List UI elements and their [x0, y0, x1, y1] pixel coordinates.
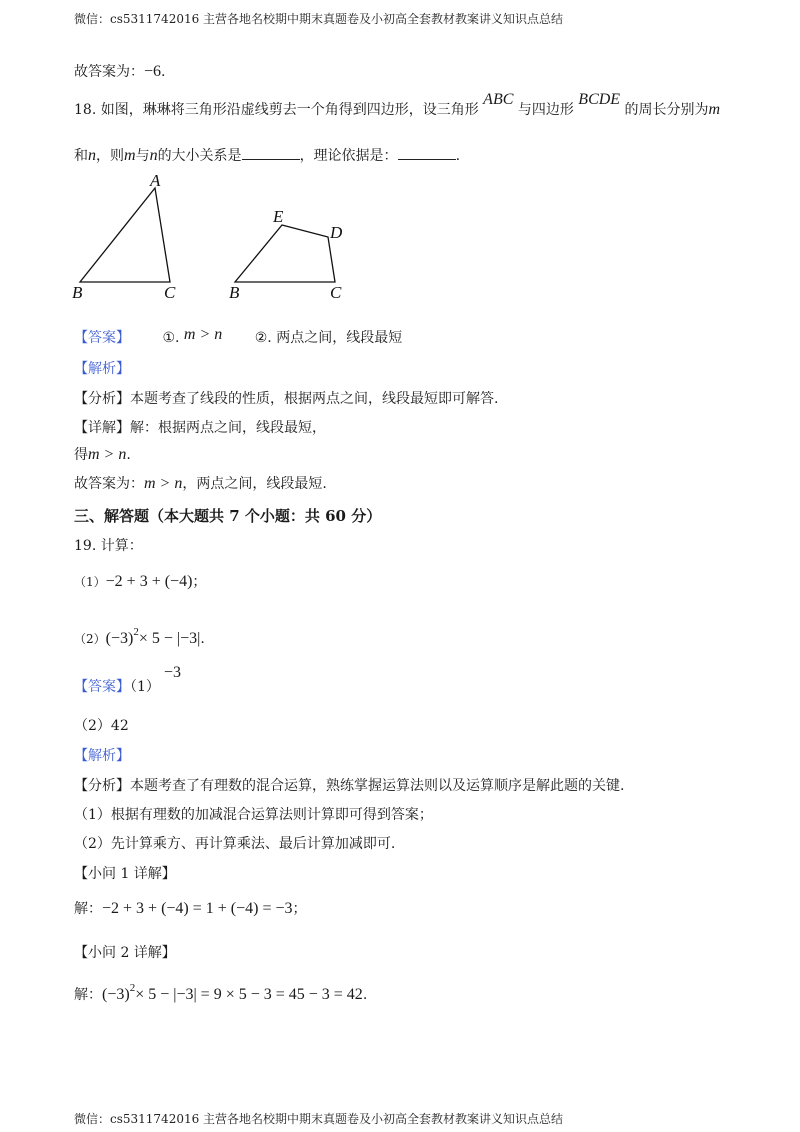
section3-title: 三、解答题（本大题共 7 个小题：共 60 分）	[74, 507, 382, 525]
q18-de-expr: m > n	[88, 446, 127, 463]
q19-part1-expr: −2 + 3 + (−4)	[105, 573, 193, 590]
q19-fenxi-text: 本题考查了有理数的混合运算，熟练掌握运算法则以及运算顺序是解此题的关键.	[130, 778, 625, 794]
q18-stem-i: .	[455, 148, 461, 164]
q18-final-suffix: ，两点之间，线段最短.	[182, 476, 327, 492]
q18-stem-line1	[74, 91, 721, 120]
q19-part1	[74, 572, 206, 592]
q19-sub2-solution	[74, 978, 367, 1005]
q17-answer-line	[74, 62, 165, 82]
q19-sub2-prefix: 解：	[74, 987, 102, 1003]
q17-answer-suffix: .	[161, 64, 166, 80]
q19-fenxi-tag: 【分析】	[74, 778, 130, 794]
label-c-quad: C	[330, 283, 342, 302]
q18-var-m-2: m	[124, 147, 136, 164]
q18-quad-name: BCDE	[578, 91, 621, 108]
q19-fenxi-line	[74, 776, 624, 796]
q19-answer1-label: （1）	[130, 679, 160, 695]
q19-part2-base: (−3)	[105, 630, 134, 647]
q18-figure	[60, 170, 380, 310]
q19-part2-rest: × 5 − |−3|	[138, 630, 201, 647]
q18-xiangjie-line	[74, 418, 326, 438]
q18-answer1-num: ①.	[162, 330, 180, 346]
q19-answer-tag: 【答案】	[74, 679, 130, 695]
q18-triangle-name: ABC	[483, 91, 514, 108]
q19-answer1-value: −3	[163, 664, 181, 681]
triangle-abc	[80, 188, 170, 282]
q19-sub2-rest: × 5 − |−3| = 9 × 5 − 3 = 45 − 3 = 42	[135, 986, 363, 1003]
q19-sub1-prefix: 解：	[74, 901, 102, 917]
q19-part2-end: .	[200, 631, 205, 647]
q19-sub1-solution	[74, 899, 307, 919]
page-header: 微信：cs5311742016 主营各地名校期中期末真题卷及小初高全套教材教案讲义知识点总结	[74, 12, 564, 26]
q19-part2-exp: 2	[133, 626, 139, 638]
q19-answer2: （2）42	[74, 718, 129, 734]
q19-analysis-tag: 【解析】	[74, 748, 130, 764]
q18-analysis-tag: 【解析】	[74, 361, 130, 377]
q18-stem-a: 18. 如图，琳琳将三角形沿虚线剪去一个角得到四边形，设三角形	[74, 102, 479, 118]
q18-var-m: m	[708, 101, 721, 118]
q18-fenxi-line	[74, 389, 498, 409]
q18-answer2-text: 两点之间，线段最短	[276, 330, 403, 346]
q18-var-n-2: n	[149, 147, 158, 164]
q18-final-line	[74, 474, 327, 494]
q19-sub2-exp: 2	[129, 982, 136, 994]
q18-fenxi-tag: 【分析】	[74, 391, 130, 407]
q19-sub2-end: .	[362, 987, 368, 1003]
label-d: D	[330, 223, 343, 242]
q18-answer-tag: 【答案】	[74, 330, 130, 346]
q19-sub1-expr: −2 + 3 + (−4) = 1 + (−4) = −3	[102, 900, 293, 917]
answer-blank-1	[242, 145, 300, 160]
label-b-tri: B	[72, 283, 83, 302]
q17-answer-prefix: 故答案为：	[74, 64, 144, 80]
page-footer: 微信：cs5311742016 主营各地名校期中期末真题卷及小初高全套教材教案讲义知识点总结	[74, 1112, 564, 1126]
q18-de: 得	[74, 447, 88, 463]
q19-sub1-title: 【小问 1 详解】	[74, 866, 176, 882]
answer-blank-2	[398, 145, 456, 160]
q18-answer2-num: ②.	[254, 330, 272, 346]
q18-final-expr: m > n	[144, 475, 183, 492]
q19-part1-num: （1）	[74, 575, 106, 589]
label-e: E	[273, 207, 284, 226]
q19-sub1-end: ；	[292, 901, 307, 917]
q19-answer-line	[74, 664, 181, 697]
q18-answer1-expr: m > n	[183, 326, 223, 343]
q18-answer-line	[74, 328, 402, 348]
label-b-quad: B	[229, 283, 240, 302]
q18-final-prefix: 故答案为：	[74, 476, 144, 492]
q18-de-line	[74, 445, 131, 465]
q18-stem-d: 和	[74, 148, 88, 164]
q18-xiangjie-text: 解：根据两点之间，线段最短，	[130, 420, 326, 436]
q19-title: 19. 计算：	[74, 538, 143, 554]
label-c-tri: C	[164, 283, 176, 302]
q18-stem-e: ，则	[96, 148, 124, 164]
q19-step2: （2）先计算乘方、再计算乘法、最后计算加减即可.	[74, 836, 396, 852]
q18-stem-g: 的大小关系是	[157, 148, 242, 164]
q18-stem-c: 的周长分别为	[624, 102, 709, 118]
q18-stem-h: ，理论依据是：	[299, 148, 398, 164]
q18-var-n: n	[88, 147, 96, 164]
q18-stem-f: 与	[135, 148, 150, 164]
q18-xiangjie-tag: 【详解】	[74, 420, 130, 436]
label-a: A	[150, 171, 161, 190]
q18-de-end: .	[126, 447, 131, 463]
q18-fenxi-text: 本题考查了线段的性质，根据两点之间，线段最短即可解答.	[130, 391, 499, 407]
q17-answer-value: −6	[144, 63, 162, 80]
q19-sub2-base: (−3)	[102, 986, 130, 1003]
q19-part2-num: （2）	[74, 632, 106, 646]
q19-step1: （1）根据有理数的加减混合运算法则计算即可得到答案；	[74, 807, 433, 823]
q19-part1-end: ；	[192, 574, 207, 590]
q18-stem-line2	[74, 145, 460, 166]
q19-sub2-title: 【小问 2 详解】	[74, 945, 176, 961]
q18-stem-b: 与四边形	[517, 102, 574, 118]
quadrilateral-bcde	[235, 225, 335, 282]
q19-part2	[74, 622, 205, 649]
